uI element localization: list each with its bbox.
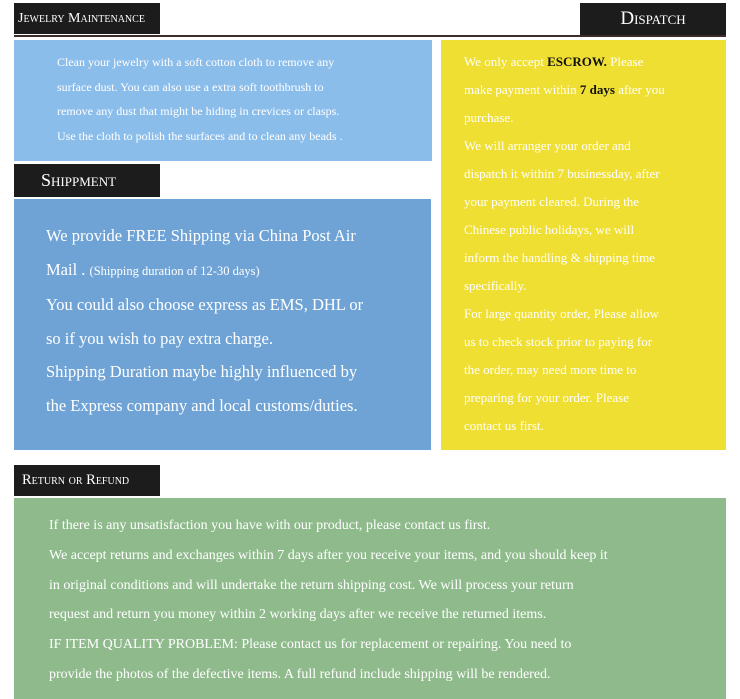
dispatch-text-line: For large quantity order, Please allow — [464, 306, 659, 321]
dispatch-text-line: your payment cleared. During the — [464, 194, 640, 209]
payment-days-highlight: 7 days — [579, 82, 615, 97]
dispatch-text: We only accept — [464, 54, 548, 69]
return-refund-heading: Return or Refund — [14, 465, 160, 496]
dispatch-escrow-line — [464, 48, 718, 76]
dispatch-text-line: dispatch it within 7 businessday, after — [464, 166, 660, 181]
jewelry-text-line: remove any dust that might be hiding in crevices or clasps. — [57, 104, 340, 118]
return-text-line: provide the photos of the defective items. A full refund include shipping will be rendered. — [49, 666, 551, 682]
return-text-line: We accept returns and exchanges within 7 days after you receive your items, and you should keep it — [49, 547, 608, 563]
escrow-highlight: ESCROW. — [547, 54, 607, 69]
shipment-text-line: the Express company and local customs/duties. — [46, 395, 358, 415]
return-text-line: If there is any unsatisfaction you have with our product, please contact us first. — [49, 518, 491, 533]
dispatch-heading: Dispatch — [580, 3, 726, 35]
shipment-panel — [14, 199, 431, 450]
jewelry-maintenance-panel — [14, 40, 432, 161]
return-text-line: IF ITEM QUALITY PROBLEM: Please contact us for replacement or repairing. You need to — [49, 637, 572, 653]
shipment-text-line: We provide FREE Shipping via China Post Air — [46, 226, 356, 245]
dispatch-text-line: preparing for your order. Please — [464, 390, 629, 405]
return-refund-panel — [14, 498, 726, 699]
shipment-text-line: Shipping Duration maybe highly influenced by — [46, 362, 358, 381]
jewelry-text-line: Clean your jewelry with a soft cotton cloth to remove any — [57, 55, 335, 69]
dispatch-panel — [441, 40, 726, 450]
jewelry-text-line: Use the cloth to polish the surfaces and to clean any beads . — [57, 128, 343, 143]
dispatch-text-line: We will arranger your order and — [464, 138, 631, 153]
dispatch-payment-line — [464, 76, 718, 104]
shipment-duration-note: (Shipping duration of 12-30 days) — [89, 263, 260, 278]
dispatch-text: Please — [606, 54, 644, 69]
dispatch-text-line: specifically. — [464, 278, 527, 293]
shipment-text-line: so if you wish to pay extra charge. — [46, 328, 273, 348]
dispatch-text-line: the order, may need more time to — [464, 362, 637, 377]
dispatch-text-line: contact us first. — [464, 418, 544, 433]
dispatch-text-line: Chinese public holidays, we will — [464, 222, 635, 237]
shipment-heading: Shippment — [14, 164, 160, 197]
return-text-line: request and return you money within 2 working days after we receive the returned items. — [49, 607, 547, 623]
shipment-text-line: You could also choose express as EMS, DHL or — [46, 295, 364, 314]
dispatch-text: make payment within — [464, 82, 580, 97]
shipment-duration-line — [46, 253, 421, 289]
jewelry-text-line: surface dust. You can also use a extra soft toothbrush to — [57, 79, 324, 94]
jewelry-maintenance-heading: Jewelry Maintenance — [14, 3, 160, 34]
dispatch-text-line: inform the handling & shipping time — [464, 250, 656, 265]
return-text-line: in original conditions and will undertake the return shipping cost. We will process your return — [49, 577, 574, 593]
shipment-text-main: Mail . — [46, 259, 90, 279]
dispatch-text-line: purchase. — [464, 110, 514, 125]
dispatch-text: after you — [614, 82, 665, 97]
dispatch-text-line: us to check stock prior to paying for — [464, 334, 653, 349]
header-divider — [14, 35, 726, 37]
